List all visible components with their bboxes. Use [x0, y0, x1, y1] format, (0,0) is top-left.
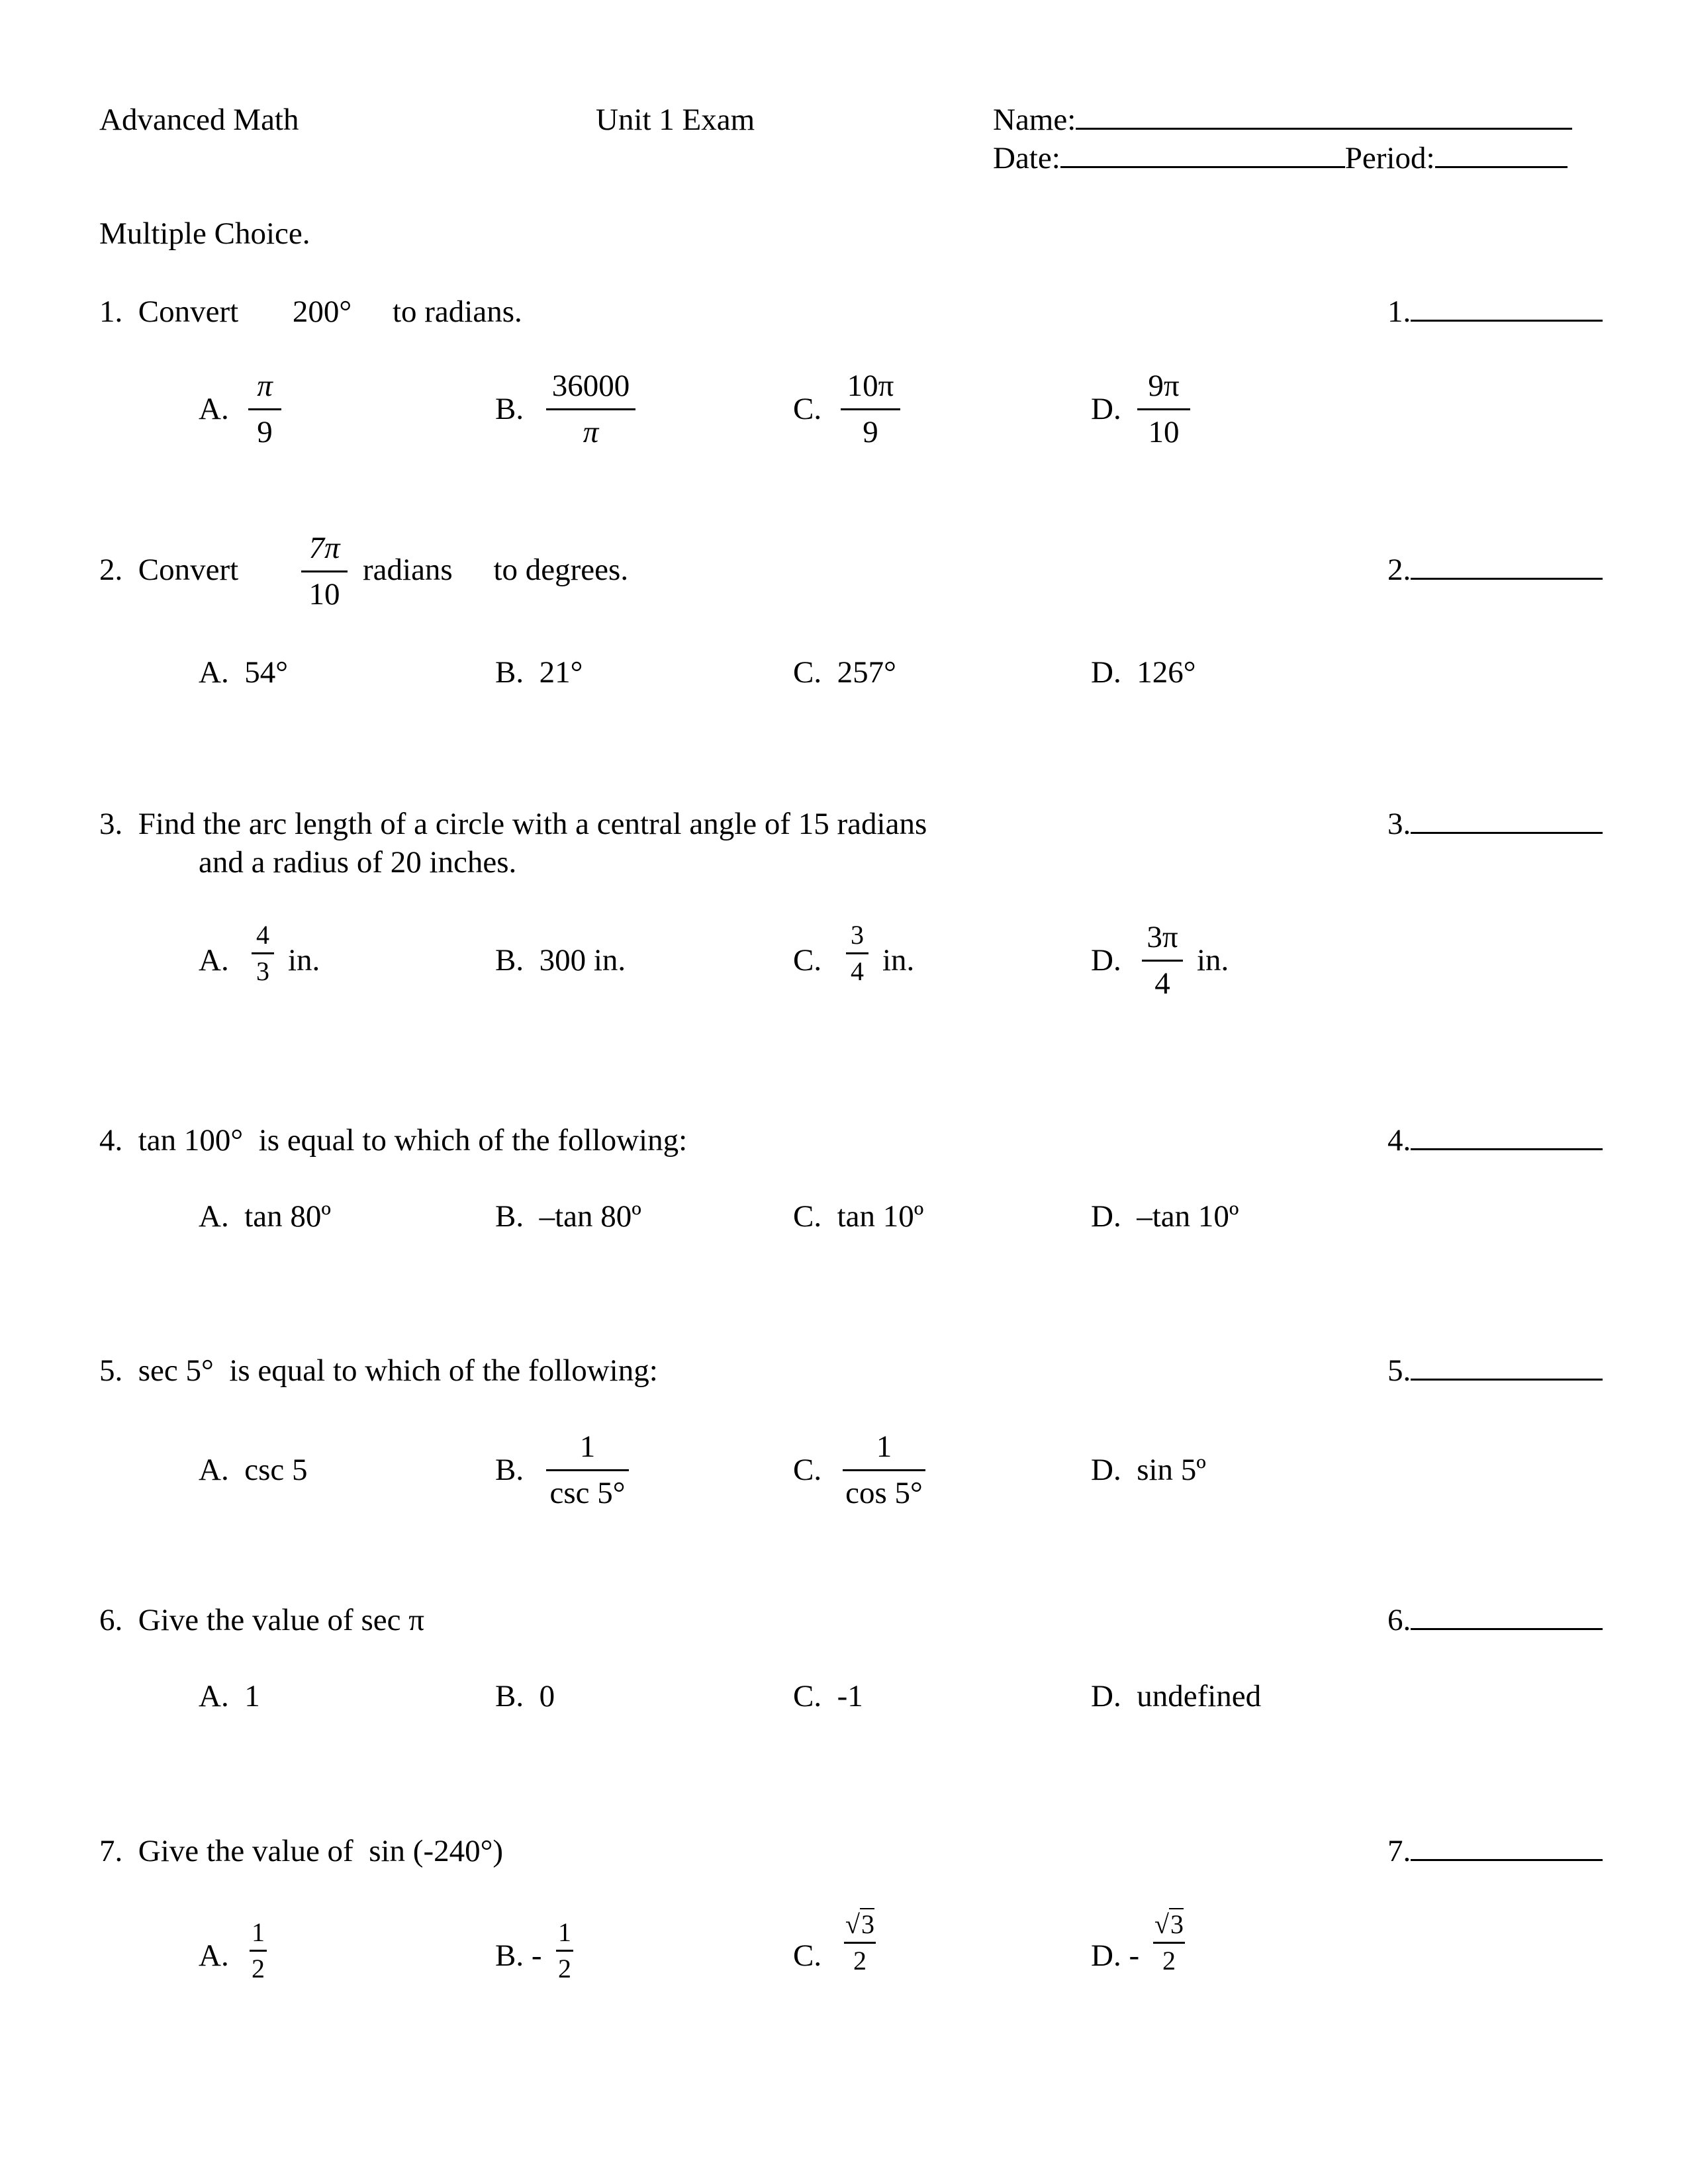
answer-line[interactable]: [1411, 1148, 1603, 1150]
question-number: 5.: [99, 1353, 123, 1388]
choice-text: 0: [539, 1679, 555, 1713]
choice-text: 1: [244, 1679, 260, 1713]
answer-label: 2.: [1387, 553, 1411, 587]
fraction-denominator: 9: [863, 415, 878, 449]
choice-2c[interactable]: [793, 657, 896, 688]
choice-sign: -: [531, 1938, 542, 1973]
choice-letter: D.: [1091, 1199, 1121, 1234]
choice-1a-fraction: [248, 371, 281, 448]
question-text: Convert: [138, 295, 239, 329]
fraction-denominator: 4: [1154, 966, 1170, 1001]
name-field[interactable]: [993, 105, 1572, 136]
choice-1b-fraction: [546, 371, 635, 448]
fraction-denominator: 2: [1162, 1946, 1176, 1976]
question-text: to degrees.: [493, 553, 629, 587]
choice-2a[interactable]: [199, 657, 288, 688]
choice-3c-unit: in.: [882, 943, 915, 978]
answer-line[interactable]: [1411, 1379, 1603, 1381]
choice-letter: A.: [199, 655, 229, 690]
answer-line[interactable]: [1411, 578, 1603, 580]
choice-4b[interactable]: [495, 1201, 641, 1232]
choice-7c-letter[interactable]: C.: [793, 1938, 822, 1973]
answer-blank-5[interactable]: [1387, 1355, 1603, 1387]
answer-label: 4.: [1387, 1123, 1411, 1158]
fraction-numerator: 3π: [1147, 920, 1178, 954]
answer-blank-7[interactable]: [1387, 1836, 1603, 1867]
choice-2b[interactable]: [495, 657, 583, 688]
question-text: Give the value of sec π: [138, 1603, 424, 1637]
choice-text: 126°: [1137, 655, 1196, 690]
question-value: 200°: [292, 295, 352, 329]
fraction-denominator: cos 5°: [845, 1476, 923, 1510]
fraction-numerator: [1153, 1911, 1185, 1942]
fraction-denominator: 2: [853, 1946, 867, 1976]
exam-title: Unit 1 Exam: [596, 103, 755, 137]
choice-text: csc 5: [244, 1453, 308, 1487]
sqrt-symbol: √3: [845, 1909, 874, 1939]
fraction-numerator: 1: [252, 1917, 265, 1947]
fraction-denominator: 9: [257, 415, 273, 449]
question-text: Find the arc length of a circle with a central angle of 15 radians: [138, 807, 927, 841]
choice-letter: C.: [793, 655, 822, 690]
choice-letter: A.: [199, 1453, 229, 1487]
question-expression: sec 5°: [138, 1353, 214, 1388]
question-2-num: [99, 555, 238, 586]
choice-3b[interactable]: [495, 945, 626, 976]
answer-line[interactable]: [1411, 1859, 1603, 1861]
fraction-numerator: 3: [851, 920, 864, 950]
choice-2d[interactable]: [1091, 657, 1196, 688]
choice-letter: C.: [793, 1199, 822, 1234]
question-text: Give the value of sin (-240°): [138, 1834, 504, 1868]
fraction-numerator: 1: [876, 1430, 892, 1464]
question-number: 1.: [99, 295, 123, 329]
answer-label: 6.: [1387, 1603, 1411, 1637]
answer-label: 1.: [1387, 295, 1411, 329]
choice-text: 300 in.: [539, 943, 626, 978]
question-number: 7.: [99, 1834, 123, 1868]
choice-7d-fraction: [1153, 1911, 1185, 1974]
choice-letter: B.: [495, 943, 524, 978]
radicand: 3: [1170, 1909, 1184, 1939]
fraction-numerator: 4: [256, 920, 269, 950]
choice-3a-unit: in.: [288, 943, 320, 978]
choice-text: tan 10º: [837, 1199, 924, 1234]
question-2-fraction: [301, 533, 348, 610]
answer-line[interactable]: [1411, 832, 1603, 834]
choice-letter: D.: [1091, 1679, 1121, 1713]
answer-blank-1[interactable]: [1387, 296, 1603, 328]
answer-blank-3[interactable]: [1387, 809, 1603, 840]
choice-text: -1: [837, 1679, 863, 1713]
course-title: Advanced Math: [99, 103, 299, 137]
radicand: 3: [861, 1909, 874, 1939]
question-text: radians: [363, 553, 453, 587]
choice-1d-letter[interactable]: D.: [1091, 392, 1121, 426]
answer-line[interactable]: [1411, 1628, 1603, 1630]
question-4: [99, 1125, 687, 1156]
fraction-denominator: 10: [1148, 415, 1180, 449]
fraction-denominator: 4: [851, 956, 864, 986]
choice-4d[interactable]: [1091, 1201, 1239, 1232]
choice-4c[interactable]: [793, 1201, 923, 1232]
choice-1d-fraction: [1137, 371, 1190, 448]
question-7: [99, 1836, 503, 1867]
choice-5c-fraction: [843, 1432, 925, 1509]
choice-5c-letter[interactable]: C.: [793, 1453, 822, 1487]
question-text: is equal to which of the following:: [229, 1353, 658, 1388]
choice-letter: D.: [1091, 655, 1121, 690]
choice-letter: B.: [495, 1938, 524, 1973]
choice-text: sin 5º: [1137, 1453, 1206, 1487]
date-blank[interactable]: [1060, 166, 1345, 168]
choice-letter: D.: [1091, 1453, 1121, 1487]
question-6: [99, 1605, 424, 1636]
fraction-numerator: 36000: [551, 369, 630, 403]
question-number: 4.: [99, 1123, 123, 1158]
answer-blank-4[interactable]: [1387, 1125, 1603, 1156]
question-text: is equal to which of the following:: [258, 1123, 688, 1158]
choice-3a-letter[interactable]: A.: [199, 943, 229, 978]
question-3: [99, 809, 927, 840]
question-text: Convert: [138, 553, 239, 587]
choice-text: –tan 80º: [539, 1199, 641, 1234]
answer-blank-6[interactable]: [1387, 1605, 1603, 1636]
choice-letter: D.: [1091, 1938, 1121, 1973]
choice-6b[interactable]: [495, 1681, 555, 1712]
answer-label: 3.: [1387, 807, 1411, 841]
choice-7b-fraction: [556, 1919, 573, 1982]
fraction-denominator: 2: [252, 1954, 265, 1983]
period-blank[interactable]: [1435, 166, 1568, 168]
choice-text: undefined: [1137, 1679, 1262, 1713]
choice-5b-fraction: [546, 1432, 629, 1509]
date-label: Date:: [993, 141, 1060, 175]
fraction-numerator: 9π: [1148, 369, 1180, 403]
question-3-line2: and a radius of 20 inches.: [199, 845, 517, 880]
fraction-denominator: csc 5°: [549, 1476, 626, 1510]
answer-blank-2[interactable]: [1387, 555, 1603, 586]
choice-text: –tan 10º: [1137, 1199, 1239, 1234]
choice-1a-letter[interactable]: A.: [199, 392, 229, 426]
choice-6d[interactable]: [1091, 1681, 1261, 1712]
choice-3a-fraction: [252, 922, 274, 985]
choice-3d-letter[interactable]: D.: [1091, 943, 1121, 978]
fraction-denominator: π: [583, 415, 599, 449]
question-number: 3.: [99, 807, 123, 841]
fraction-numerator: 1: [558, 1917, 571, 1947]
choice-7c-fraction: [844, 1911, 876, 1974]
fraction-numerator: [844, 1911, 876, 1942]
answer-label: 7.: [1387, 1834, 1411, 1868]
choice-5a[interactable]: [199, 1455, 307, 1486]
choice-6c[interactable]: [793, 1681, 863, 1712]
answer-label: 5.: [1387, 1353, 1411, 1388]
question-5: [99, 1355, 658, 1387]
choice-3d-fraction: [1142, 922, 1183, 999]
choice-5b-letter[interactable]: B.: [495, 1453, 524, 1487]
answer-line[interactable]: [1411, 320, 1603, 322]
choice-text: 54°: [244, 655, 288, 690]
fraction-denominator: 3: [256, 956, 269, 986]
choice-text: 257°: [837, 655, 896, 690]
choice-1c-fraction: [841, 371, 900, 448]
name-label: Name:: [993, 103, 1076, 137]
question-number: 6.: [99, 1603, 123, 1637]
choice-letter: A.: [199, 1199, 229, 1234]
name-blank[interactable]: [1076, 128, 1572, 130]
question-text: to radians.: [392, 295, 522, 329]
fraction-numerator: 10π: [847, 369, 894, 403]
choice-text: tan 80º: [244, 1199, 331, 1234]
choice-3c-fraction: [846, 922, 868, 985]
choice-letter: B.: [495, 655, 524, 690]
choice-letter: C.: [793, 1679, 822, 1713]
choice-1c-letter[interactable]: C.: [793, 392, 822, 426]
choice-letter: B.: [495, 1199, 524, 1234]
choice-4a[interactable]: [199, 1201, 331, 1232]
fraction-denominator: 2: [558, 1954, 571, 1983]
choice-3c-letter[interactable]: C.: [793, 943, 822, 978]
sqrt-symbol: √3: [1154, 1909, 1184, 1939]
period-label: Period:: [1344, 141, 1435, 175]
fraction-denominator: 10: [308, 577, 340, 612]
choice-3d-unit: in.: [1197, 943, 1229, 978]
choice-1b-letter[interactable]: B.: [495, 392, 524, 426]
choice-letter: B.: [495, 1679, 524, 1713]
choice-sign: -: [1129, 1938, 1140, 1973]
question-expression: tan 100°: [138, 1123, 244, 1158]
choice-5d[interactable]: [1091, 1455, 1206, 1486]
date-period-field[interactable]: [993, 143, 1568, 174]
choice-7a-fraction: [250, 1919, 267, 1982]
fraction-numerator: 7π: [308, 531, 340, 565]
section-title: Multiple Choice.: [99, 216, 310, 251]
fraction-numerator: 1: [579, 1430, 596, 1464]
choice-text: 21°: [539, 655, 583, 690]
fraction-numerator: π: [257, 369, 273, 403]
choice-7a-letter[interactable]: A.: [199, 1938, 229, 1973]
question-2-text: [363, 555, 628, 586]
question-number: 2.: [99, 553, 123, 587]
choice-letter: A.: [199, 1679, 229, 1713]
choice-7b-letter[interactable]: [495, 1940, 542, 1972]
question-1: [99, 296, 522, 328]
choice-6a[interactable]: [199, 1681, 260, 1712]
choice-7d-letter[interactable]: [1091, 1940, 1139, 1972]
